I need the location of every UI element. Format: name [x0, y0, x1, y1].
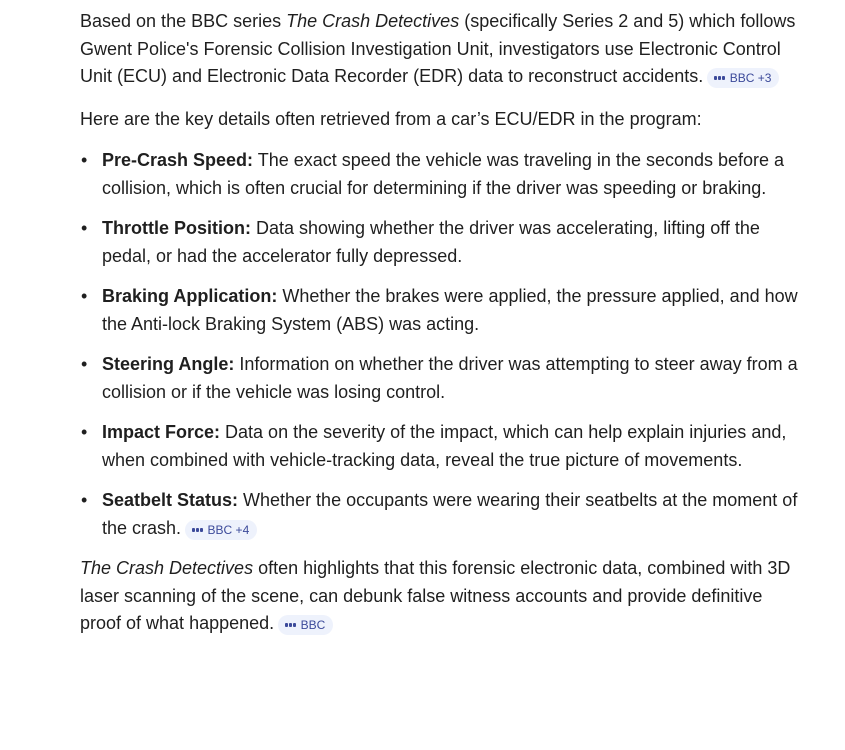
- intro-text-start: Based on the BBC series: [80, 11, 287, 31]
- bullet-icon: •: [81, 150, 88, 170]
- item-term: Braking Application:: [102, 286, 278, 306]
- list-item: [80, 419, 805, 474]
- source-chip-bbc-3[interactable]: [707, 68, 779, 88]
- show-title: The Crash Detectives: [286, 11, 460, 31]
- bullet-icon: •: [81, 490, 88, 510]
- show-title: The Crash Detectives: [80, 558, 254, 578]
- source-chip-bbc-4[interactable]: [185, 520, 257, 540]
- item-term: Throttle Position:: [102, 218, 251, 238]
- item-text: Data on the severity of the impact, which can help explain injuries and, when combined with vehicle-tracking data, reveal the true picture of movements.: [102, 422, 787, 470]
- intro-text-end: (specifically Series 2 and 5) which follows Gwent Police's Forensic Collision Investigation Unit, investigators use Electronic Control Unit (ECU) and Electronic Data Recorder (EDR) data to reconstruct accidents.: [80, 11, 796, 86]
- source-dots-icon: [714, 76, 725, 80]
- list-item: [80, 351, 805, 406]
- bullet-icon: •: [81, 286, 88, 306]
- source-dots-icon: [285, 623, 296, 627]
- item-text: Whether the occupants were wearing their seatbelts at the moment of the crash.: [102, 490, 798, 538]
- source-chip-label: BBC: [300, 618, 326, 632]
- item-term: Impact Force:: [102, 422, 221, 442]
- lead-paragraph: Here are the key details often retrieved from a car’s ECU/EDR in the program:: [80, 108, 702, 129]
- bullet-icon: •: [81, 422, 88, 442]
- list-item: [80, 283, 805, 338]
- source-chip-bbc[interactable]: [278, 615, 333, 635]
- closing-paragraph: [80, 555, 805, 638]
- list-item: [80, 487, 805, 542]
- list-item: [80, 147, 805, 202]
- details-list: [80, 147, 805, 542]
- source-dots-icon: [192, 528, 203, 532]
- source-chip-label: BBC +3: [729, 71, 772, 85]
- item-text: The exact speed the vehicle was traveling in the seconds before a collision, which is often crucial for determining if the driver was speeding or braking.: [102, 150, 785, 198]
- item-text: Data showing whether the driver was accelerating, lifting off the pedal, or had the accelerator fully depressed.: [102, 218, 760, 266]
- bullet-icon: •: [81, 354, 88, 374]
- item-text: Information on whether the driver was attempting to steer away from a collision or if the vehicle was losing control.: [102, 354, 798, 402]
- item-text: Whether the brakes were applied, the pressure applied, and how the Anti-lock Braking System (ABS) was acting.: [102, 286, 798, 334]
- list-item: [80, 215, 805, 270]
- item-term: Seatbelt Status:: [102, 490, 239, 510]
- source-chip-label: BBC +4: [207, 522, 250, 537]
- closing-text: often highlights that this forensic electronic data, combined with 3D laser scanning of the scene, can debunk false witness accounts and provide definitive proof of what happened.: [80, 558, 791, 633]
- intro-paragraph: [80, 8, 805, 91]
- item-term: Steering Angle:: [102, 354, 235, 374]
- item-term: Pre-Crash Speed:: [102, 150, 254, 170]
- bullet-icon: •: [81, 218, 88, 238]
